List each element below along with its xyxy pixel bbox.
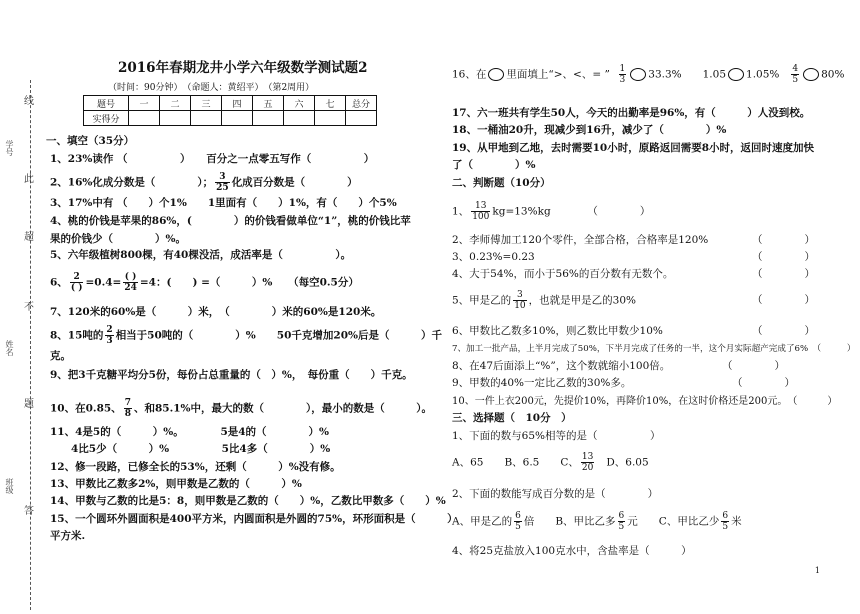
fraction	[124, 398, 132, 419]
binding-label-class: 班级	[5, 478, 14, 494]
score-header-cell: 三	[191, 96, 222, 111]
choice-2-option-a: A、甲是乙的	[452, 515, 513, 528]
fraction-numerator: 6	[722, 511, 729, 521]
comparison-circle	[488, 68, 504, 81]
question-1: 1、23%读作 （ ） 百分之一点零五写作（ ）	[50, 153, 375, 165]
score-header-cell: 六	[284, 96, 315, 111]
fraction	[70, 272, 84, 293]
fraction-denominator: 3	[619, 75, 626, 85]
page-number: 1	[814, 566, 820, 575]
fraction-numerator: 1	[619, 64, 626, 74]
fraction	[514, 511, 522, 532]
fraction	[619, 64, 627, 85]
choice-2-option-c: 元 C、甲比乙少	[627, 515, 720, 528]
fraction-denominator: 10	[514, 301, 526, 311]
answer-bracket[interactable]: （ ）	[752, 234, 815, 246]
question-11-line-2: 4比5少（ ）% 5比4多（ ）%	[50, 443, 331, 455]
score-cell[interactable]	[284, 111, 315, 126]
question-15-line-1: 15、一个圆环外圆面积是400平方米，内圆面积是外圆的75%，环形面积是（ ）	[50, 513, 458, 525]
score-cell[interactable]	[253, 111, 284, 126]
fraction-numerator: 3	[215, 172, 230, 183]
judge-8: 8、在47后面添上“%”，这个数就缩小100倍。	[452, 360, 671, 372]
fraction-numerator: ( )	[124, 272, 137, 282]
question-16-text-b: 里面填上“>、<、= ”	[506, 68, 610, 81]
choice-2-options	[452, 511, 742, 532]
binding-char: 超	[24, 232, 34, 243]
fraction-numerator: 2	[106, 325, 113, 335]
question-12: 12、修一段路，已修全长的53%，还剩（ ）%没有修。	[50, 461, 341, 473]
choice-1: 1、下面的数与65%相等的是（ ）	[452, 430, 661, 442]
question-17: 17、六一班共有学生50人，今天的出勤率是96%，有（ ）人没到校。	[452, 107, 811, 119]
judge-1	[452, 201, 650, 222]
section-fill-in: 一、填空（35分）	[46, 135, 135, 147]
score-header-cell: 题号	[84, 96, 129, 111]
binding-char: 此	[24, 174, 34, 185]
choice-2: 2、下面的数能写成百分数的是（ ）	[452, 488, 659, 500]
question-3: 3、17%中有 （ ）个1% 1里面有（ ）1%，有（ ）个5%	[50, 197, 397, 209]
fraction-denominator: 8	[124, 409, 131, 419]
binding-label-student-id: 学号	[5, 140, 14, 156]
fraction	[721, 511, 729, 532]
fraction-numerator: 3	[513, 290, 526, 301]
exam-info: （时间：90分钟） （命题人：黄绍平） （第2周用）	[108, 83, 315, 93]
question-13: 13、甲数比乙数多2%，则甲数是乙数的（ ）%	[50, 478, 302, 490]
section-true-false: 二、判断题（10分）	[452, 177, 551, 189]
answer-bracket[interactable]: （ ）	[752, 268, 815, 280]
fraction-numerator: 13	[581, 452, 594, 462]
fraction-denominator: 5	[792, 75, 799, 85]
fraction-numerator: 4	[792, 64, 799, 74]
question-6-text-c: =4：( ) =（ ）% （每空0.5分）	[139, 276, 359, 289]
score-header-cell: 五	[253, 96, 284, 111]
question-8-text-b: 相当于50吨的（ ）% 50千克增加20%后是（ ）千	[115, 329, 442, 342]
fraction-denominator: ( )	[70, 283, 83, 293]
judge-5-text-a: 5、甲是乙的	[452, 294, 512, 307]
judge-6: 6、甲数比乙数多10%，则乙数比甲数少10%	[452, 325, 663, 337]
fraction-numerator: 6	[515, 511, 521, 521]
binding-char: 线	[24, 96, 34, 107]
question-8-text-a: 8、15吨的	[50, 329, 104, 342]
question-9: 9、把3千克糖平均分5份，每份占总重量的（ ）%， 每份重（ ）千克。	[50, 369, 413, 381]
fraction-denominator: 5	[618, 522, 625, 532]
binding-margin	[0, 0, 40, 614]
score-header-cell: 四	[222, 96, 253, 111]
question-7: 7、120米的60%是（ ）米， （ ）米的60%是120米。	[50, 306, 382, 318]
fraction	[618, 511, 626, 532]
fraction	[105, 325, 113, 346]
fraction-numerator: 7	[124, 398, 131, 408]
question-14: 14、甲数与乙数的比是5：8，则甲数是乙数的（ ）%，乙数比甲数多（ ）%	[50, 495, 446, 507]
judge-7: 7、加工一批产品，上半月完成了50%，下半月完成了任务的一半，这个月实际超产完成了6% （ ）	[452, 344, 856, 354]
score-header-cell: 七	[315, 96, 346, 111]
score-cell[interactable]	[346, 111, 377, 126]
choice-1-option-d: D、6.05	[606, 456, 649, 469]
question-4-line-1: 4、桃的价钱是苹果的86%，( ）的价钱看做单位“1”，桃的价钱比苹	[50, 215, 411, 227]
question-10-text-a: 10、在0.85、	[50, 402, 122, 415]
fraction-numerator: 2	[70, 272, 84, 283]
binding-char: 不	[24, 302, 34, 313]
fraction-denominator: 100	[472, 212, 490, 222]
score-cell[interactable]	[222, 111, 253, 126]
fraction	[513, 290, 526, 311]
question-16-text-a: 16、在	[452, 68, 487, 81]
fraction-numerator: 6	[618, 511, 625, 521]
score-header-cell: 总分	[346, 96, 377, 111]
fraction	[123, 272, 138, 293]
question-16	[452, 64, 844, 85]
fraction-denominator: 24	[124, 283, 137, 293]
judge-9: 9、甲数的40%一定比乙数的30%多。	[452, 377, 632, 389]
answer-bracket[interactable]: （ ）	[752, 325, 815, 337]
score-header-cell: 二	[160, 96, 191, 111]
question-19-line-2: 了（ ）%	[452, 159, 536, 171]
answer-bracket[interactable]: （ ）	[732, 377, 795, 389]
score-table-score-row	[84, 111, 377, 126]
score-table	[83, 95, 377, 126]
fraction-denominator: 5	[515, 522, 521, 532]
score-cell[interactable]	[315, 111, 346, 126]
question-16-text-e: 80%	[821, 68, 845, 81]
binding-char: 答	[24, 506, 34, 517]
fraction	[215, 172, 230, 193]
fraction-numerator: 13	[471, 201, 490, 212]
choice-2-option-b: 倍 B、甲比乙多	[523, 515, 616, 528]
judge-4: 4、大于54%，而小于56%的百分数有无数个。	[452, 268, 674, 280]
fraction-denominator: 3	[106, 336, 113, 346]
question-19-line-1: 19、从甲地到乙地，去时需要10小时，原路返回需要8小时，返回时速度加快	[452, 142, 815, 154]
judge-5	[452, 290, 636, 311]
score-table-header-row	[84, 96, 377, 111]
question-18: 18、一桶油20升，现减少到16升，减少了（ ）%	[452, 124, 727, 136]
score-cell[interactable]	[191, 111, 222, 126]
question-11-line-1: 11、4是5的（ ）%。 5是4的（ ）%	[50, 426, 330, 438]
score-cell[interactable]	[160, 111, 191, 126]
comparison-circle	[728, 68, 744, 81]
judge-1-text-a: 1、	[452, 205, 470, 218]
question-8-line-2: 克。	[50, 350, 71, 362]
answer-bracket[interactable]: （ ）	[752, 294, 815, 306]
question-16-text-d: 1.05%	[746, 68, 780, 81]
fraction-denominator: 25	[216, 183, 229, 193]
question-6	[50, 272, 359, 293]
fraction	[471, 201, 490, 222]
binding-dashed-line	[30, 80, 31, 610]
choice-4: 4、将25克盐放入100克水中，含盐率是（ ）	[452, 545, 692, 557]
judge-1-text-b: kg=13%kg （ ）	[492, 205, 651, 218]
score-cell[interactable]	[129, 111, 160, 126]
score-header-cell: 一	[129, 96, 160, 111]
question-10-text-b: 、和85.1%中，最大的数（ ），最小的数是（ ）。	[133, 402, 433, 415]
question-16-text-c: 33.3% 1.05	[648, 68, 727, 81]
question-2-text-b: 化成百分数是（ ）	[231, 176, 358, 189]
question-2	[50, 172, 358, 193]
question-8	[50, 325, 442, 346]
comparison-circle	[803, 68, 819, 81]
question-15-line-2: 平方米.	[50, 530, 86, 542]
binding-label-name: 姓名	[5, 340, 14, 356]
judge-2: 2、李师傅加工120个零件，全部合格，合格率是120%	[452, 234, 709, 246]
question-6-text-b: =0.4=	[85, 276, 122, 289]
comparison-circle	[630, 68, 646, 81]
judge-10: 10、一件上衣200元，先提价10%，再降价10%，在这时价格还是200元。 （ ）	[452, 396, 838, 407]
choice-1-options-abc: A、65 B、6.5 C、	[452, 456, 579, 469]
choice-2-unit: 米	[731, 515, 742, 528]
section-multiple-choice: 三、选择题（ 10分 ）	[452, 412, 572, 424]
answer-bracket[interactable]: （ ）	[722, 360, 785, 372]
page-title: 2016年春期龙井小学六年级数学测试题2	[118, 60, 368, 76]
judge-3: 3、0.23%=0.23	[452, 251, 535, 263]
binding-char: 题	[24, 399, 34, 410]
fraction	[581, 452, 594, 473]
question-4-line-2: 果的价钱少（ ）%。	[50, 233, 186, 245]
question-2-text-a: 2、16%化成分数是（ ）；	[50, 176, 214, 189]
fraction-denominator: 5	[722, 522, 729, 532]
answer-bracket[interactable]: （ ）	[752, 251, 815, 263]
choice-1-options	[452, 452, 649, 473]
question-5: 5、六年级植树800棵，有40棵没活，成活率是（ ）。	[50, 249, 352, 261]
question-6-text-a: 6、	[50, 276, 68, 289]
score-row-label: 实得分	[84, 111, 129, 126]
fraction-denominator: 20	[581, 463, 594, 473]
judge-5-text-b: ，也就是甲是乙的30%	[528, 294, 636, 307]
question-10	[50, 398, 432, 419]
fraction	[791, 64, 799, 85]
